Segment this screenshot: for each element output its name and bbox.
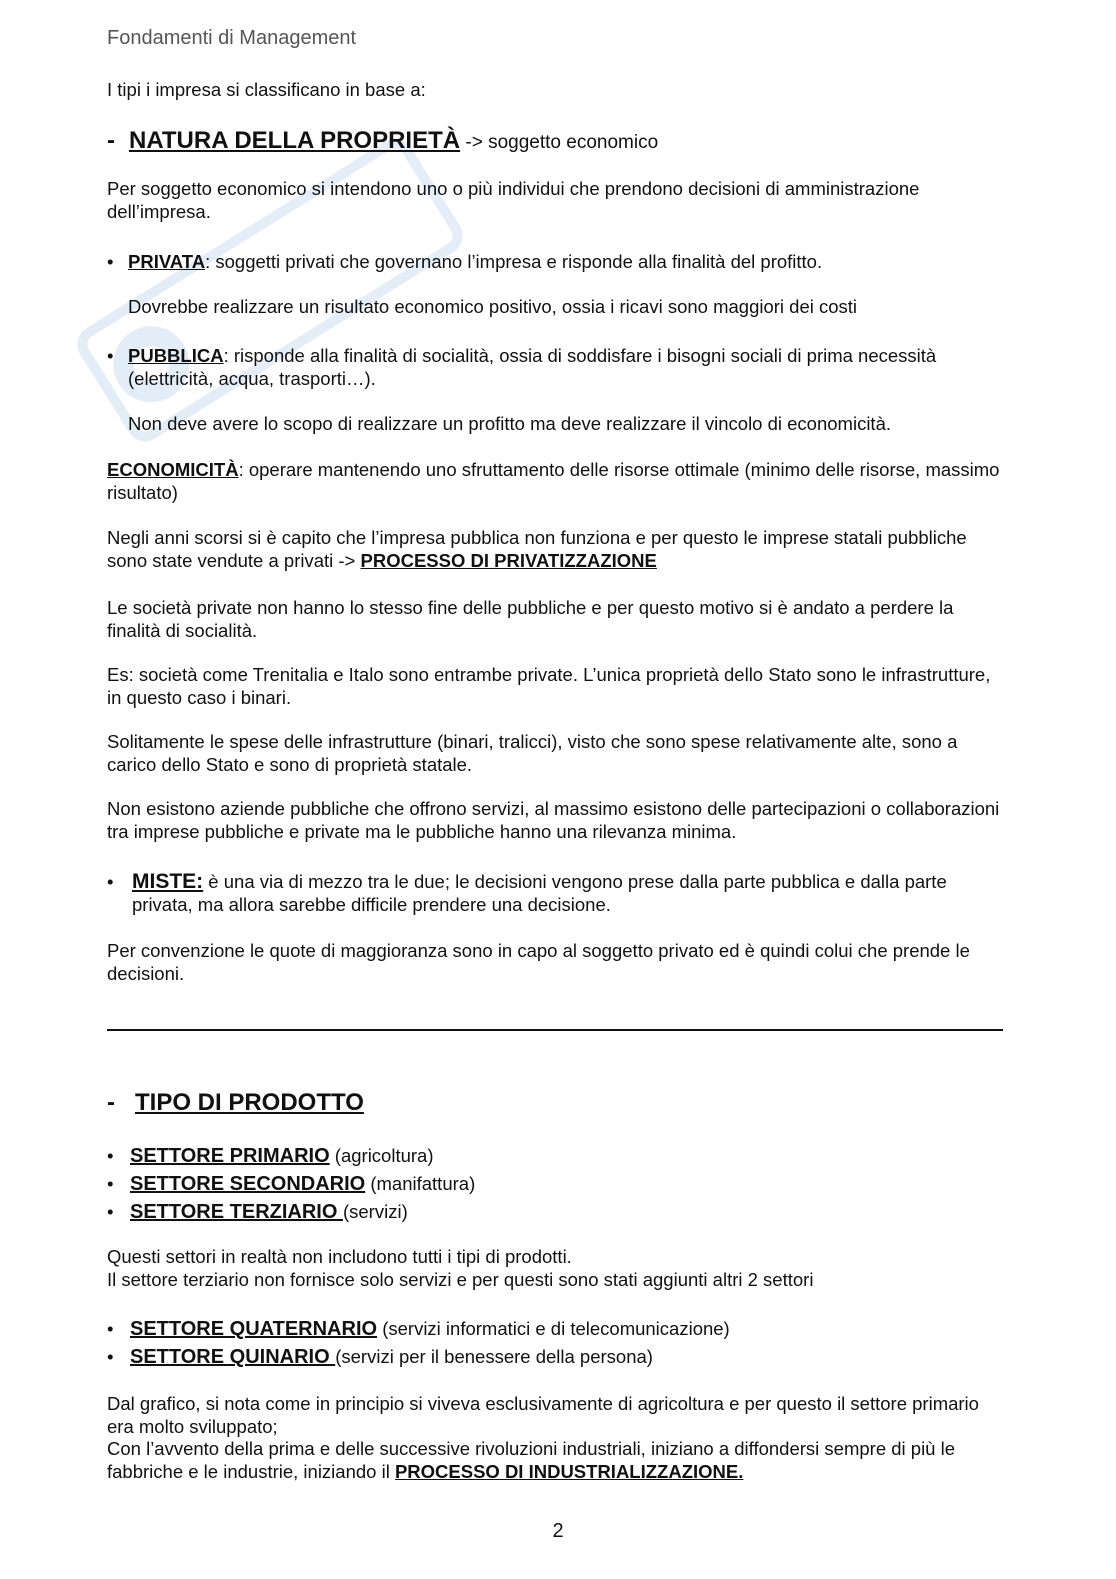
settore-text: (servizi informatici e di telecomunicazione) <box>377 1318 730 1339</box>
section-subtitle: -> soggetto economico <box>460 132 659 153</box>
settore-text: (manifattura) <box>365 1173 476 1194</box>
section-title: NATURA DELLA PROPRIETÀ <box>129 127 461 154</box>
bullet-label: PUBBLICA <box>128 345 224 366</box>
paragraph-spese: Solitamente le spese delle infrastrutture (binari, tralicci), visto che sono spese relativamente alte, sono a carico dello Stato e sono di proprietà statale. <box>107 731 958 775</box>
bullet-dot: • <box>107 1201 114 1222</box>
section-heading-prodotto <box>107 1088 364 1118</box>
privatizzazione-text: Negli anni scorsi si è capito che l’impresa pubblica non funziona e per questo le imprese statali pubbliche sono state vendute a privati -> <box>107 527 967 571</box>
paragraph-esempio: Es: società come Trenitalia e Italo sono entrambe private. L’unica proprietà dello Stato sono le infrastrutture, in questo caso i binari. <box>107 664 991 708</box>
paragraph-privata-detail: Dovrebbe realizzare un risultato economico positivo, ossia i ricavi sono maggiori dei costi <box>128 296 858 317</box>
document-header: Fondamenti di Management <box>107 27 357 49</box>
settore-text: (servizi) <box>342 1201 408 1222</box>
bullet-text: : soggetti privati che governano l’impresa e risponde alla finalità del profitto. <box>205 251 823 272</box>
paragraph-aziende: Non esistono aziende pubbliche che offrono servizi, al massimo esistono delle partecipazioni o collaborazioni tra imprese pubbliche e private ma le pubbliche hanno una rilevanza minima. <box>107 798 1000 842</box>
bullet-dot: • <box>107 1318 114 1339</box>
section-dash: - <box>107 127 115 154</box>
bullet-label: MISTE: <box>132 870 204 893</box>
bullet-dot: • <box>107 1145 114 1166</box>
bullet-dot: • <box>107 871 114 892</box>
settore-label: SETTORE QUATERNARIO <box>130 1318 378 1340</box>
page-number: 2 <box>552 1520 564 1542</box>
section-heading-natura <box>107 126 658 158</box>
bullet-label: PRIVATA <box>128 251 206 272</box>
settore-label: SETTORE SECONDARIO <box>130 1173 366 1195</box>
economicita-label: ECONOMICITÀ <box>107 459 239 480</box>
bullet-text: : risponde alla finalità di socialità, ossia di soddisfare i bisogni sociali di prima necessità (elettricità, acqua, trasporti…). <box>128 345 937 389</box>
section-title: TIPO DI PRODOTTO <box>135 1089 364 1116</box>
bullet-text: è una via di mezzo tra le due; le decisioni vengono prese dalla parte pubblica e dalla parte privata, ma allora sarebbe difficile prendere una decisione. <box>132 871 947 915</box>
paragraph-settori-line1: Questi settori in realtà non includono tutti i tipi di prodotti. <box>107 1246 572 1267</box>
paragraph-soggetto: Per soggetto economico si intendono uno o più individui che prendono decisioni di amministrazione dell’impresa. <box>107 178 920 222</box>
paragraph-avvento <box>107 1437 1007 1483</box>
paragraph-grafico: Dal grafico, si nota come in principio si viveva esclusivamente di agricoltura e per questo il settore primario era molto sviluppato; <box>107 1393 979 1437</box>
settore-label: SETTORE QUINARIO <box>130 1346 336 1368</box>
settore-label: SETTORE TERZIARIO <box>130 1201 343 1223</box>
section-dash: - <box>107 1089 115 1116</box>
settore-text: (servizi per il benessere della persona) <box>335 1346 653 1367</box>
avvento-label: PROCESSO DI INDUSTRIALIZZAZIONE. <box>394 1461 744 1482</box>
paragraph-pubblica-detail: Non deve avere lo scopo di realizzare un profitto ma deve realizzare il vincolo di economicità. <box>128 413 891 434</box>
paragraph-economicita <box>107 458 1007 504</box>
bullet-dot: • <box>107 345 114 366</box>
settore-text: (agricoltura) <box>329 1145 434 1166</box>
paragraph-settori-line2: Il settore terziario non fornisce solo servizi e per questi sono stati aggiunti altri 2 settori <box>107 1269 814 1290</box>
bullet-dot: • <box>107 1346 114 1367</box>
avvento-text: Con l’avvento della prima e delle successive rivoluzioni industriali, iniziano a diffondersi sempre di più le fabbriche e le industrie, iniziando il <box>107 1438 956 1482</box>
paragraph-convenzione: Per convenzione le quote di maggioranza sono in capo al soggetto privato ed è quindi colui che prende le decisioni. <box>107 940 970 984</box>
settore-label: SETTORE PRIMARIO <box>130 1145 330 1167</box>
economicita-text: : operare mantenendo uno sfruttamento delle risorse ottimale (minimo delle risorse, massimo risultato) <box>107 459 1000 503</box>
bullet-dot: • <box>107 1173 114 1194</box>
intro-text: I tipi i impresa si classificano in base a: <box>107 79 426 100</box>
bullet-dot: • <box>107 251 114 272</box>
privatizzazione-label: PROCESSO DI PRIVATIZZAZIONE <box>360 550 657 571</box>
section-divider <box>107 1029 1003 1031</box>
paragraph-societa: Le società private non hanno lo stesso fine delle pubbliche e per questo motivo si è andato a perdere la finalità di socialità. <box>107 597 954 641</box>
paragraph-privatizzazione <box>107 526 1007 572</box>
